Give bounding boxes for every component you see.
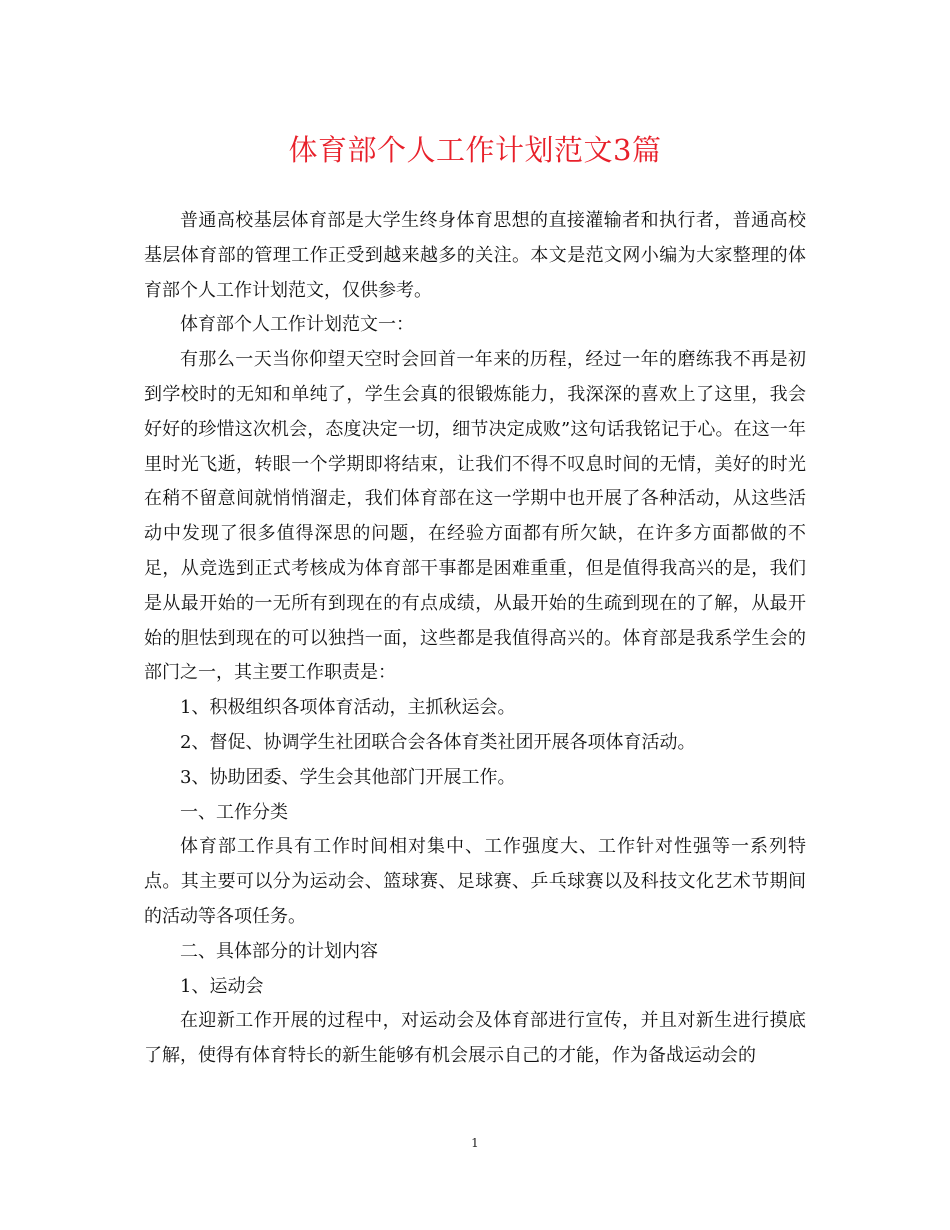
document-body bbox=[144, 204, 806, 1074]
paragraph-sports-meet: 在迎新工作开展的过程中，对运动会及体育部进行宣传，并且对新生进行摸底了解，使得有体育特长的新生能够有机会展示自己的才能，作为备战运动会的 bbox=[144, 1010, 806, 1067]
document-title: 体育部个人工作计划范文3篇 bbox=[288, 133, 662, 167]
paragraph-intro: 普通高校基层体育部是大学生终身体育思想的直接灌输者和执行者，普通高校基层体育部的管理工作正受到越来越多的关注。本文是范文网小编为大家整理的体育部个人工作计划范文，仅供参考。 bbox=[144, 210, 806, 301]
paragraph-work-classification: 体育部工作具有工作时间相对集中、工作强度大、工作针对性强等一系列特点。其主要可以分为运动会、篮球赛、足球赛、乒乓球赛以及科技文化艺术节期间的活动等各项任务。 bbox=[144, 836, 806, 927]
list-item-duty-2: 2、督促、协调学生社团联合会各体育类社团开展各项体育活动。 bbox=[180, 731, 696, 753]
list-item-duty-1: 1、积极组织各项体育活动，主抓秋运会。 bbox=[180, 697, 516, 719]
section-heading-work-classification: 一、工作分类 bbox=[180, 801, 288, 823]
section-heading-plan-content: 二、具体部分的计划内容 bbox=[180, 940, 378, 962]
page-number: 1 bbox=[471, 1136, 479, 1150]
paragraph-reflection: 有那么一天当你仰望天空时会回首一年来的历程，经过一年的磨练我不再是初到学校时的无知和单纯了，学生会真的很锻炼能力，我深深的喜欢上了这里，我会好好的珍惜这次机会，态度决定一切，细节决定成败”这句话我铭记于心。在这一年里时光飞逝，转眼一个学期即将结束，让我们不得不叹息时间的无情，美好的时光在稍不留意间就悄悄溜走，我们体育部在这一学期中也开展了各种活动，从这些活动中发现了很多值得深思的问题，在经验方面都有所欠缺，在许多方面都做的不足，从竞选到正式考核成为体育部干事都是困难重重，但是值得我高兴的是，我们是从最开始的一无所有到现在的有点成绩，从最开始的生疏到现在的了解，从最开始的胆怯到现在的可以独挡一面，这些都是我值得高兴的。体育部是我系学生会的部门之一，其主要工作职责是： bbox=[144, 349, 806, 684]
list-item-duty-3: 3、协助团委、学生会其他部门开展工作。 bbox=[180, 766, 516, 788]
paragraph-heading-sample-one: 体育部个人工作计划范文一： bbox=[180, 314, 414, 336]
subsection-heading-sports-meet: 1、运动会 bbox=[180, 975, 264, 997]
